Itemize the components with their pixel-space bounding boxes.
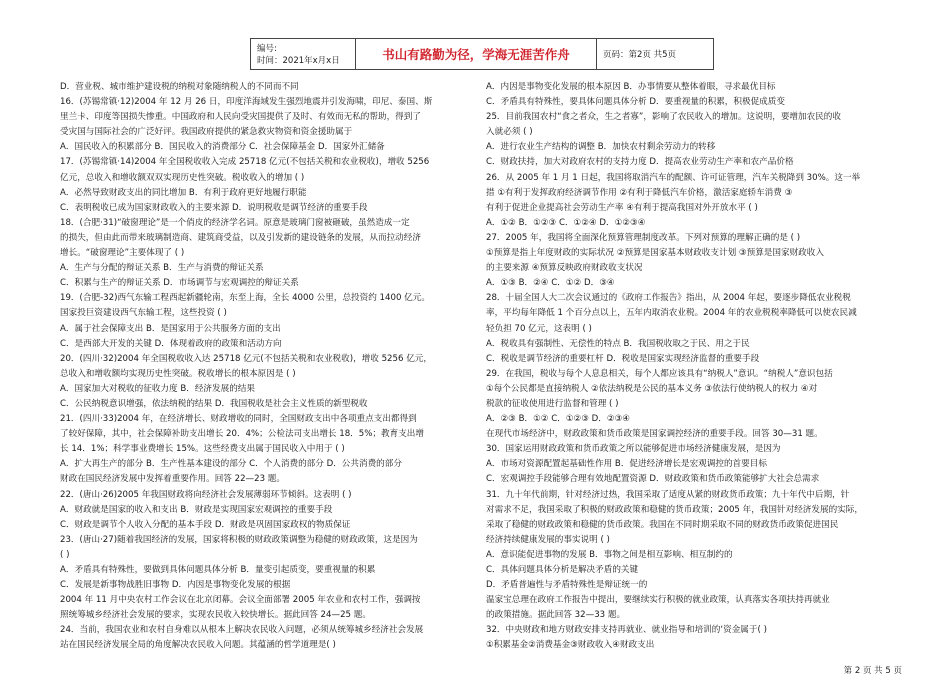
text-line: A．矛盾具有特殊性，要做到具体问题具体分析 B．量变引起质变，要重视量的积累 bbox=[60, 565, 376, 575]
text-line: A．必然导致财政支出的同比增加 B．有利于政府更好地履行职能 bbox=[60, 187, 307, 198]
text-line: 在现代市场经济中，财政政策和货币政策是国家调控经济的重要手段。回答 30—31 题。 bbox=[486, 429, 823, 440]
code-label: 编号: bbox=[257, 44, 277, 54]
text-line: 里兰卡、印度等国损失惨重。中国政府和人民向受灾国提供了及时、有效而无私的帮助，得到了 bbox=[60, 112, 421, 123]
text-line: 23．(唐山·27)随着我国经济的发展，国家将积极的财政政策调整为稳健的财政政策，这是因为 bbox=[60, 534, 418, 545]
text-line: 温家宝总理在政府工作报告中提出，要继续实行积极的就业政策，认真落实各项扶持再就业 bbox=[486, 595, 830, 606]
text-line: A．内因是事物变化发展的根本原因 B．办事情要从整体着眼，寻求最优目标 bbox=[486, 82, 776, 92]
text-line: A．①② B．①②③ C．①②④ D．①②③④ bbox=[486, 217, 646, 228]
text-line: C．表明税收已成为国家财政收入的主要来源 D．说明税收是调节经济的重要手段 bbox=[60, 202, 368, 213]
text-line: 税款的征收使用进行监督和管理 ( ) bbox=[486, 398, 619, 409]
page-header bbox=[250, 38, 714, 70]
header-page bbox=[597, 39, 713, 69]
text-line: C．具体问题具体分析是解决矛盾的关键 bbox=[486, 565, 639, 575]
text-line: 19．(合肥-32)西气东输工程西起新疆轮南，东至上海，全长 4000 公里，总投资约 1400 亿元。 bbox=[60, 293, 430, 304]
text-line: 16．(苏锡常镇·12)2004 年 12 月 26 日，印度洋海域发生强烈地震并引发海啸，印尼、泰国、斯 bbox=[60, 97, 433, 108]
text-line: 的政策措施。据此回答 32—33 题。 bbox=[486, 610, 626, 621]
text-line: 29．在我国，税收与每个人息息相关，每个人都应该具有“纳税人”意识。“纳税人”意识包括 bbox=[486, 368, 833, 379]
text-line: 亿元，总收入和增收额双双实现历史性突破。税收收入的增加 ( ) bbox=[60, 172, 305, 183]
text-line: ( ) bbox=[60, 549, 70, 560]
text-line: 32．中央财政和地方财政安排支持再就业、就业指导和培训的‘资金属于( ) bbox=[486, 625, 767, 636]
text-line: 总收入和增收额均实现历史性突破。税收增长的根本原因是 ( ) bbox=[60, 368, 296, 379]
right-column bbox=[486, 80, 898, 654]
text-line: 对需求不足，我国采取了积极的财政政策和稳健的货币政策；2005 年，我国针对经济发展的实际， bbox=[486, 504, 863, 515]
text-line: 25．目前我国农村“食之者众，生之者寡”，影响了农民收入的增加。这说明，要增加农民的收 bbox=[486, 112, 841, 123]
text-line: 的损失，但由此而带来玻璃制造商、建筑商受益，以及引发新的建设链条的发展，从而拉动经济 bbox=[60, 232, 421, 243]
text-line: A．生产与分配的辩证关系 B．生产与消费的辩证关系 bbox=[60, 263, 264, 274]
text-line: 20．(四川·32)2004 年全国税收收入达 25718 亿元(不包括关税和农业税收)，增收 5256 亿元， bbox=[60, 353, 432, 364]
text-line: 24．当前，我国农业和农村自身难以从根本上解决农民收入问题，必须从统筹城乡经济社会发展 bbox=[60, 625, 424, 636]
text-line: A．国民收入的积累部分 B．国民收入的消费部分 C．社会保障基金 D．国家外汇储备 bbox=[60, 142, 385, 153]
text-line: D．矛盾普遍性与矛盾特殊性是辩证统一的 bbox=[486, 580, 648, 591]
text-line: 27．2005 年，我国将全面深化预算管理制度改革。下列对预算的理解正确的是 ( ) bbox=[486, 232, 801, 243]
text-line: 率，平均每年降低 1 个百分点以上，五年内取消农业税。2004 年的农业税税率降低可以使农民减 bbox=[486, 308, 857, 319]
text-line: ①积累基金②消费基金③财政收入④财政支出 bbox=[486, 640, 655, 651]
page-footer: 第 2 页 共 5 页 bbox=[843, 666, 902, 676]
text-line: 采取了稳健的财政政策和稳健的货币政策。我国在不同时期采取不同的财政货币政策促进国民 bbox=[486, 519, 839, 530]
text-line: 26．从 2005 年 1 月 1 日起，我国将取消汽车的配额、许可证管理，汽车关税降到 30%。这一举 bbox=[486, 172, 861, 183]
text-line: 入就必须 ( ) bbox=[486, 127, 533, 138]
text-line: 措 ①有利于发挥政府经济调节作用 ②有利于降低汽车价格，激活家庭轿车消费 ③ bbox=[486, 187, 793, 198]
text-line: A．财政就是国家的收入和支出 B．财政是实现国家宏观调控的重要手段 bbox=[60, 504, 333, 515]
text-line: 有利于促进企业提高社会劳动生产率 ④有利于提高我国对外开放水平 ( ) bbox=[486, 202, 758, 213]
text-line: A．市场对资源配置起基础性作用 B．促进经济增长是宏观调控的首要目标 bbox=[486, 459, 767, 470]
header-meta bbox=[251, 39, 356, 69]
text-line: C．积累与生产的辩证关系 D．市场调节与宏观调控的辩证关系 bbox=[60, 278, 299, 289]
text-line: C．发展是新事物战胜旧事物 D．内因是事物变化发展的根据 bbox=[60, 580, 291, 591]
motto-text: 书山有路勤为径，学海无涯苦作舟 bbox=[382, 47, 570, 62]
text-line: A．税收具有强制性、无偿性的特点 B．我国税收取之于民、用之于民 bbox=[486, 338, 750, 349]
text-line: C．税收是调节经济的重要杠杆 D．税收是国家实现经济监督的重要手段 bbox=[486, 353, 760, 364]
text-line: A．①③ B．②④ C．①② D．③④ bbox=[486, 278, 615, 289]
text-line: 增长。“破窗理论”主要体现了 ( ) bbox=[60, 248, 185, 259]
time-label: 时间：2021年x月x日 bbox=[257, 56, 340, 66]
text-line: C．公民纳税意识增强，依法纳税的结果 D．我国税收是社会主义性质的新型税收 bbox=[60, 398, 368, 409]
text-line: 30．国家运用财政政策和货币政策之所以能够促进市场经济健康发展，是因为 bbox=[486, 444, 781, 455]
text-line: C．是西部大开发的关键 D．体现着政府的政策和活动方向 bbox=[60, 338, 282, 349]
text-line: 轻负担 70 亿元，这表明 ( ) bbox=[486, 323, 592, 334]
text-line: A．②③ B．①② C．①②③ D．②③④ bbox=[486, 414, 631, 425]
text-line: 的主要来源 ④预算反映政府财政收支状况 bbox=[486, 263, 643, 274]
text-line: D．营业税、城市维护建设税的纳税对象随纳税人的不同而不同 bbox=[60, 82, 299, 92]
text-line: A．扩大再生产的部分 B．生产性基本建设的部分 C．个人消费的部分 D．公共消费的部分 bbox=[60, 459, 402, 470]
text-line: 照统筹城乡经济社会发展的要求，实现农民收入较快增长。据此回答 24—25 题。 bbox=[60, 610, 371, 621]
text-line: 了较好保障，其中，社会保障补助支出增长 20．4%；公检法司支出增长 18．5%；教育支出增 bbox=[60, 429, 424, 440]
text-line: C．财政是调节个人收入分配的基本手段 D．财政是巩固国家政权的物质保证 bbox=[60, 519, 351, 530]
text-line: A．属于社会保障支出 B．是国家用于公共服务方面的支出 bbox=[60, 323, 281, 334]
text-line: ①每个公民都是直接纳税人 ②依法纳税是公民的基本义务 ③依法行使纳税人的权力 ④对 bbox=[486, 383, 818, 394]
text-line: 受灾国与国际社会的广泛好评。我国政府提供的紧急救灾物资和资金援助属于 bbox=[60, 127, 353, 138]
text-line: C．宏观调控手段能够合理有效地配置资源 D．财政政策和货币政策能够扩大社会总需求 bbox=[486, 474, 820, 485]
header-motto bbox=[356, 39, 597, 69]
text-line: ①预算是指上年度财政的实际状况 ②预算是国家基本财政收支计划 ③预算是国家财政收入 bbox=[486, 248, 824, 259]
text-line: 18．(合肥·31)“破窗理论”是一个俏皮的经济学名词。原意是玻璃门窗被砸破，虽然造成一定 bbox=[60, 217, 410, 228]
text-line: A．国家加大对税收的征收力度 B．经济发展的结果 bbox=[60, 383, 255, 394]
text-line: 22．(唐山·26)2005 年我国财政将向经济社会发展薄弱环节倾斜。这表明 ( ) bbox=[60, 489, 352, 500]
text-line: 长 14．1%；科学事业费增长 15%。这些经费支出属于国民收入中用于 ( ) bbox=[60, 444, 345, 455]
left-column bbox=[60, 80, 472, 654]
text-line: A．意识能促进事物的发展 B．事物之间是相互影响、相互制约的 bbox=[486, 549, 733, 560]
text-line: 2004 年 11 月中央农村工作会议在北京闭幕。会议全面部署 2005 年农业和农村工作，强调按 bbox=[60, 595, 421, 606]
text-line: 21．(四川·33)2004 年，在经济增长、财政增收的同时，全国财政支出中各项重点支出都得到 bbox=[60, 414, 417, 425]
text-line: 28．十届全国人大二次会议通过的《政府工作报告》指出，从 2004 年起，要逐步降低农业税税 bbox=[486, 293, 851, 304]
text-line: 31．九十年代前期，针对经济过热，我国采取了适度从紧的财政货币政策；九十年代中后期，针 bbox=[486, 489, 850, 500]
text-line: 财政在国民经济发展中发挥着重要作用。回答 22—23 题。 bbox=[60, 474, 285, 485]
text-line: 17．(苏锡常镇·14)2004 年全国税收收入完成 25718 亿元(不包括关税和农业税收)，增收 5256 bbox=[60, 157, 430, 168]
text-line: C．矛盾具有特殊性，要具体问题具体分析 D．要重视量的积累，积极促成质变 bbox=[486, 97, 785, 108]
text-line: 国家投巨资建设西气东输工程，这些投资 ( ) bbox=[60, 308, 227, 319]
text-line: A．进行农业生产结构的调整 B．加快农村剩余劳动力的转移 bbox=[486, 142, 716, 153]
text-line: C．财政扶持，加大对政府农村的支持力度 D．提高农业劳动生产率和农产品价格 bbox=[486, 157, 794, 168]
page-label: 页码：第2页 共5页 bbox=[603, 50, 677, 60]
text-line: 站在国民经济发展全局的角度解决农民收入问题。其蕴涵的哲学道理是( ) bbox=[60, 640, 336, 651]
text-line: 经济持续健康发展的事实说明 ( ) bbox=[486, 534, 610, 545]
